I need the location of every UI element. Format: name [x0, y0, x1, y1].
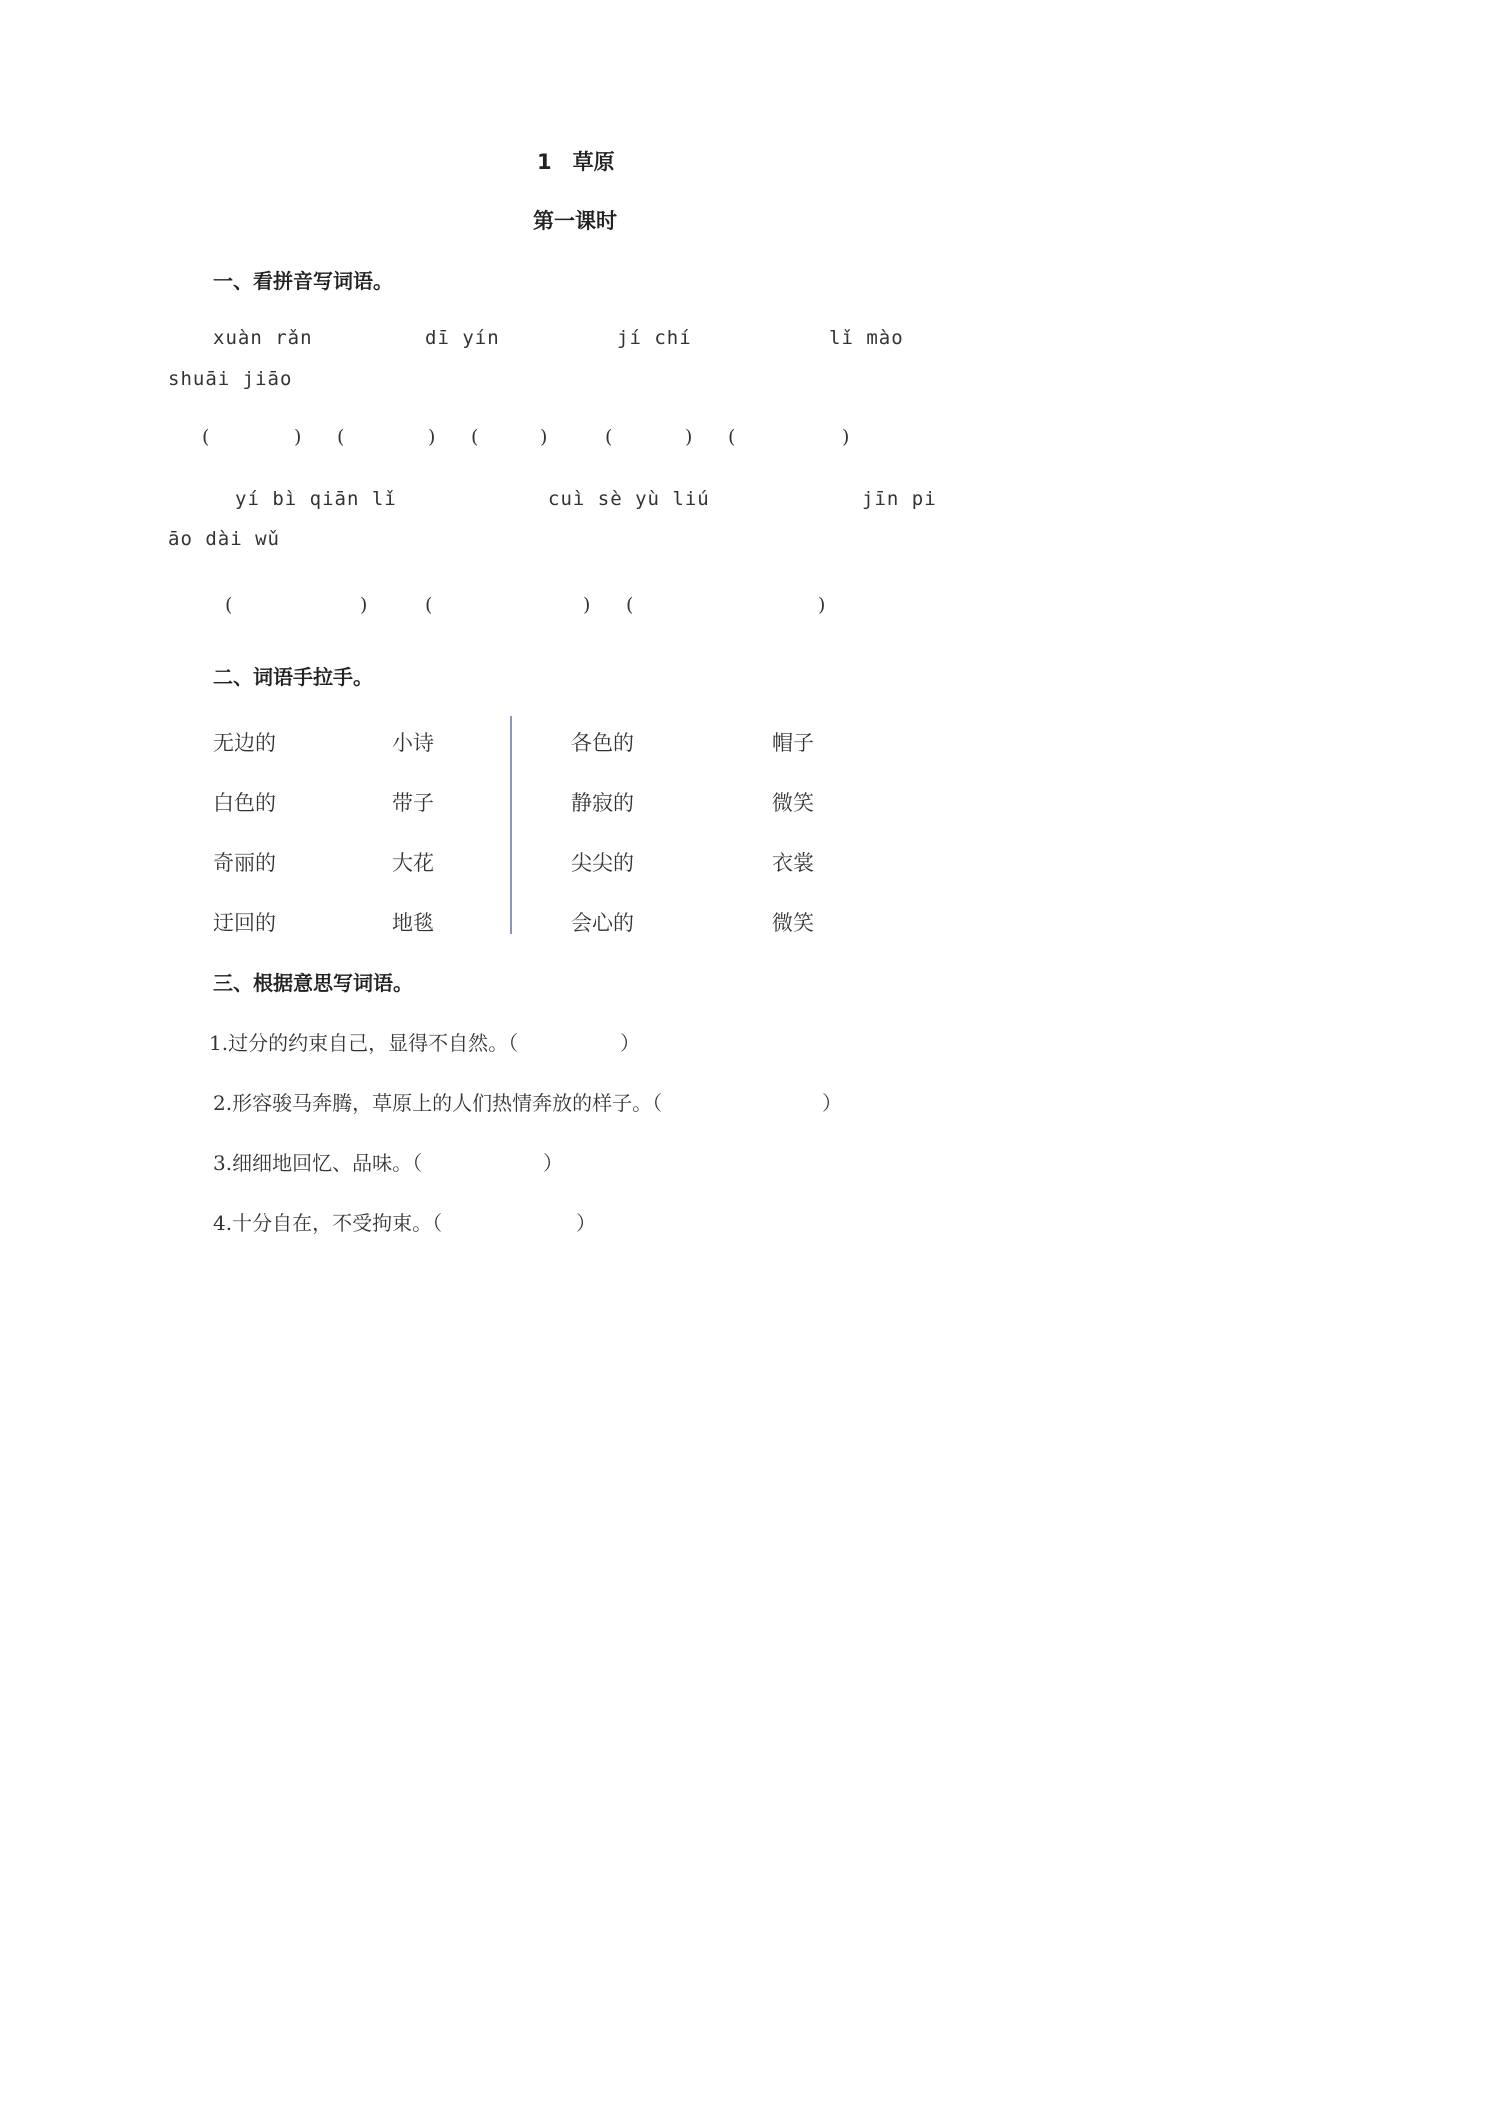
pinyin-shuaijiao: shuāi jiāo [168, 368, 293, 390]
answer-paren-close: ) [842, 426, 850, 448]
word-right-noun: 衣裳 [772, 851, 814, 875]
answer-paren-open: ( [605, 426, 613, 448]
word-left-noun: 大花 [392, 851, 434, 875]
question-3-close: ） [543, 1151, 563, 1175]
word-left-adjective: 迂回的 [213, 911, 276, 935]
pinyin-jinpiaodaiwu-part1: jīn pi [862, 488, 937, 510]
word-left-noun: 带子 [392, 791, 434, 815]
section1-heading: 一、看拼音写词语。 [213, 269, 393, 293]
word-right-adjective: 各色的 [571, 731, 634, 755]
word-left-adjective: 白色的 [213, 791, 276, 815]
section3-heading: 三、根据意思写词语。 [213, 971, 413, 995]
answer-paren-open: ( [337, 426, 345, 448]
word-right-noun: 微笑 [772, 791, 814, 815]
question-4: 4.十分自在，不受拘束。（ [213, 1211, 443, 1235]
word-left-adjective: 无边的 [213, 731, 276, 755]
word-left-noun: 地毯 [392, 911, 434, 935]
answer-paren-close: ) [360, 594, 368, 616]
question-1: 1.过分的约束自己，显得不自然。（ [209, 1031, 519, 1055]
section2-heading: 二、词语手拉手。 [213, 665, 373, 689]
page-subtitle: 第一课时 [533, 209, 617, 233]
pinyin-cuiseyuliu: cuì sè yù liú [548, 488, 710, 510]
answer-paren-open: ( [471, 426, 479, 448]
answer-paren-open: ( [728, 426, 736, 448]
question-1-close: ） [620, 1031, 640, 1055]
pinyin-yibiqianli: yí bì qiān lǐ [235, 488, 397, 510]
word-left-adjective: 奇丽的 [213, 851, 276, 875]
word-right-noun: 帽子 [772, 731, 814, 755]
word-right-adjective: 会心的 [571, 911, 634, 935]
answer-paren-close: ) [428, 426, 436, 448]
pinyin-xuanran: xuàn rǎn [213, 327, 313, 349]
word-right-noun: 微笑 [772, 911, 814, 935]
pinyin-jichi: jí chí [617, 327, 692, 349]
word-left-noun: 小诗 [392, 731, 434, 755]
question-2: 2.形容骏马奔腾，草原上的人们热情奔放的样子。（ [213, 1091, 663, 1115]
answer-paren-open: ( [225, 594, 233, 616]
word-right-adjective: 尖尖的 [571, 851, 634, 875]
answer-paren-close: ) [685, 426, 693, 448]
answer-paren-close: ) [583, 594, 591, 616]
answer-paren-open: ( [202, 426, 210, 448]
column-divider [510, 716, 512, 934]
question-3: 3.细细地回忆、品味。（ [213, 1151, 423, 1175]
answer-paren-open: ( [425, 594, 433, 616]
pinyin-diyin: dī yín [425, 327, 500, 349]
word-right-adjective: 静寂的 [571, 791, 634, 815]
question-4-close: ） [576, 1211, 596, 1235]
pinyin-limao: lǐ mào [829, 327, 904, 349]
answer-paren-close: ) [294, 426, 302, 448]
page-title: 1 草原 [537, 150, 615, 174]
answer-paren-close: ) [540, 426, 548, 448]
answer-paren-open: ( [626, 594, 634, 616]
pinyin-jinpiaodaiwu-part2: āo dài wǔ [168, 528, 280, 550]
question-2-close: ） [822, 1091, 842, 1115]
answer-paren-close: ) [818, 594, 826, 616]
